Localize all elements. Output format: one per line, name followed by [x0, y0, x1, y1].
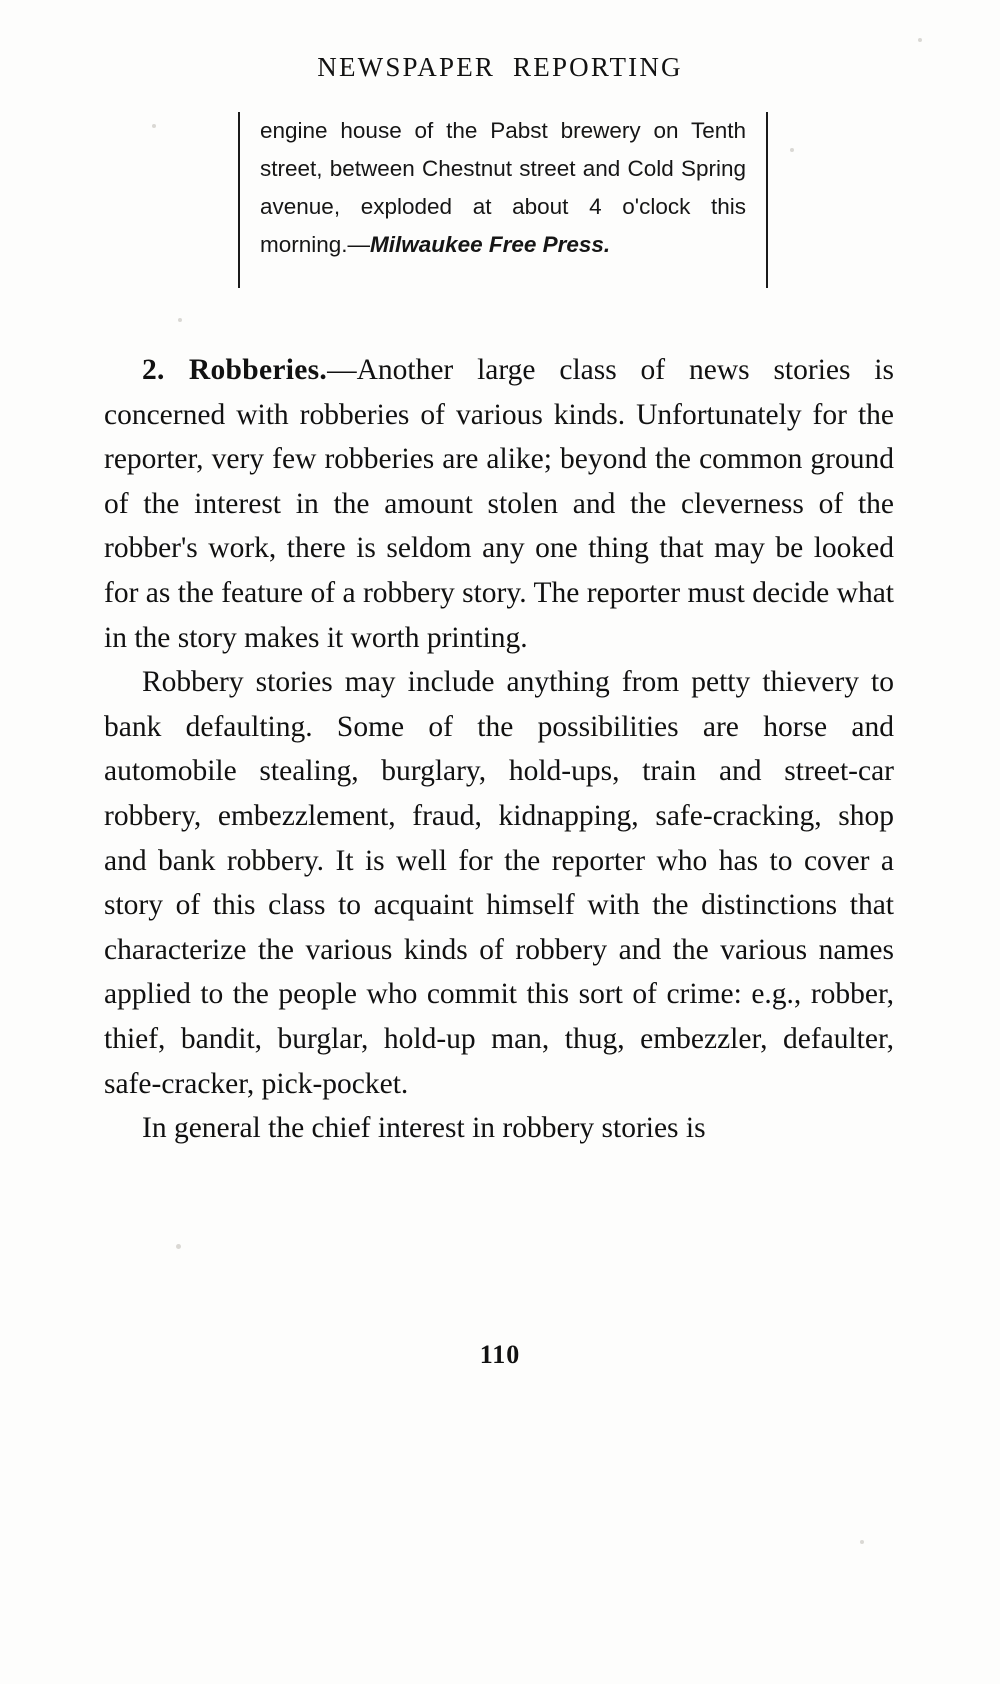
- quoted-newspaper-excerpt: [238, 112, 768, 264]
- quote-body-text: engine house of the Pabst brewery on Tenth street, between Chestnut street and Cold Spring avenue, exploded at about 4 o'clock this morning.—: [260, 118, 746, 257]
- body-text-column: [104, 348, 894, 1151]
- paper-speck: [152, 124, 156, 128]
- page-number: 110: [479, 1340, 521, 1369]
- paragraph-text: In general the chief interest in robbery stories is: [142, 1112, 706, 1145]
- paper-speck: [176, 1244, 181, 1249]
- paper-speck: [860, 1540, 864, 1544]
- paragraph-general-interest: [104, 1106, 894, 1151]
- section-run-in-heading: 2. Robberies.: [142, 354, 328, 386]
- paragraph-text: —Another large class of news stories is concerned with robberies of various kinds. Unfortunately for the reporter, very few robberies are alike; beyond the common ground of the interest in the amount stolen and the cleverness of the robber's work, there is seldom any one thing that may be looked for as the feature of a robbery story. The reporter must decide what in the story makes it worth printing.: [104, 354, 894, 654]
- quote-right-rule: [766, 112, 768, 288]
- quote-left-rule: [238, 112, 240, 288]
- quote-paragraph: [260, 112, 746, 264]
- page-running-head: NEWSPAPER REPORTING: [317, 52, 683, 82]
- paragraph-text: Robbery stories may include anything from petty thievery to bank defaulting. Some of the possibilities are horse and automobile stealing, burglary, hold-ups, train and street-car robbery, embezzlement, fraud, kidnapping, safe-cracking, shop and bank robbery. It is well for the reporter who has to cover a story of this class to acquaint himself with the distinctions that characterize the various kinds of robbery and the various names applied to the people who commit this sort of crime: e.g., robber, thief, bandit, burglar, hold-up man, thug, embezzler, defaulter, safe-cracker, pick-pocket.: [104, 666, 894, 1100]
- paper-speck: [918, 38, 922, 42]
- paper-speck: [790, 148, 794, 152]
- paragraph-robbery-kinds: [104, 660, 894, 1106]
- paper-speck: [178, 318, 182, 322]
- paragraph-robberies-intro: [104, 348, 894, 660]
- quote-source-attribution: Milwaukee Free Press.: [370, 232, 611, 257]
